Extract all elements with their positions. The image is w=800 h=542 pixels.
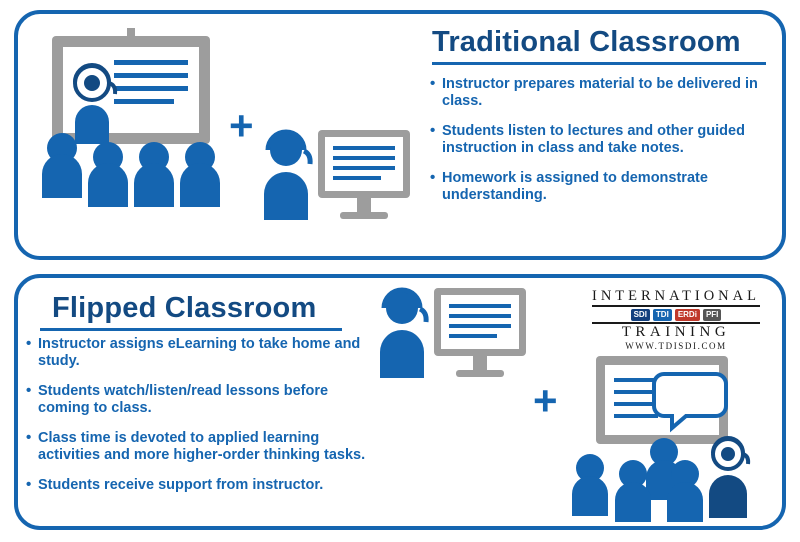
- tdisdi-logo: [592, 288, 760, 351]
- plus-sign-traditional: +: [229, 102, 254, 149]
- list-item: • Instructor prepares material to be delivered in class.: [430, 76, 770, 110]
- traditional-heading-rule: [432, 62, 766, 65]
- badge-sdi: SDI: [631, 309, 650, 321]
- flipped-heading-rule: [40, 328, 342, 331]
- badge-erdi: ERDi: [675, 309, 700, 321]
- flipped-bullet-list: [26, 336, 381, 507]
- classroom-scene-icon: [560, 352, 765, 532]
- traditional-heading: Traditional Classroom: [432, 26, 741, 58]
- list-item: • Students listen to lectures and other guided instruction in class and take notes.: [430, 123, 770, 157]
- badge-tdi: TDI: [653, 309, 672, 321]
- logo-badge-row: [592, 307, 760, 322]
- traditional-bullet-list: [430, 76, 770, 217]
- flipped-heading: Flipped Classroom: [52, 292, 317, 324]
- list-item: • Homework is assigned to demonstrate understanding.: [430, 170, 770, 204]
- badge-pfi: PFI: [703, 309, 721, 321]
- list-item: • Students watch/listen/read lessons before coming to class.: [26, 383, 381, 417]
- list-item: • Instructor assigns eLearning to take home and study.: [26, 336, 381, 370]
- list-item: • Class time is devoted to applied learning activities and more higher-order thinking tasks.: [26, 430, 381, 464]
- logo-website: WWW.TDISDI.COM: [625, 341, 727, 351]
- logo-line-international: INTERNATIONAL: [592, 288, 760, 304]
- elearning-computer-icon: [378, 286, 528, 396]
- classroom-scene-icon: [30, 20, 230, 225]
- elearning-computer-icon: [262, 128, 412, 238]
- plus-sign-flipped: +: [533, 377, 558, 424]
- logo-line-training: TRAINING: [621, 324, 731, 340]
- list-item: • Students receive support from instructor.: [26, 477, 381, 494]
